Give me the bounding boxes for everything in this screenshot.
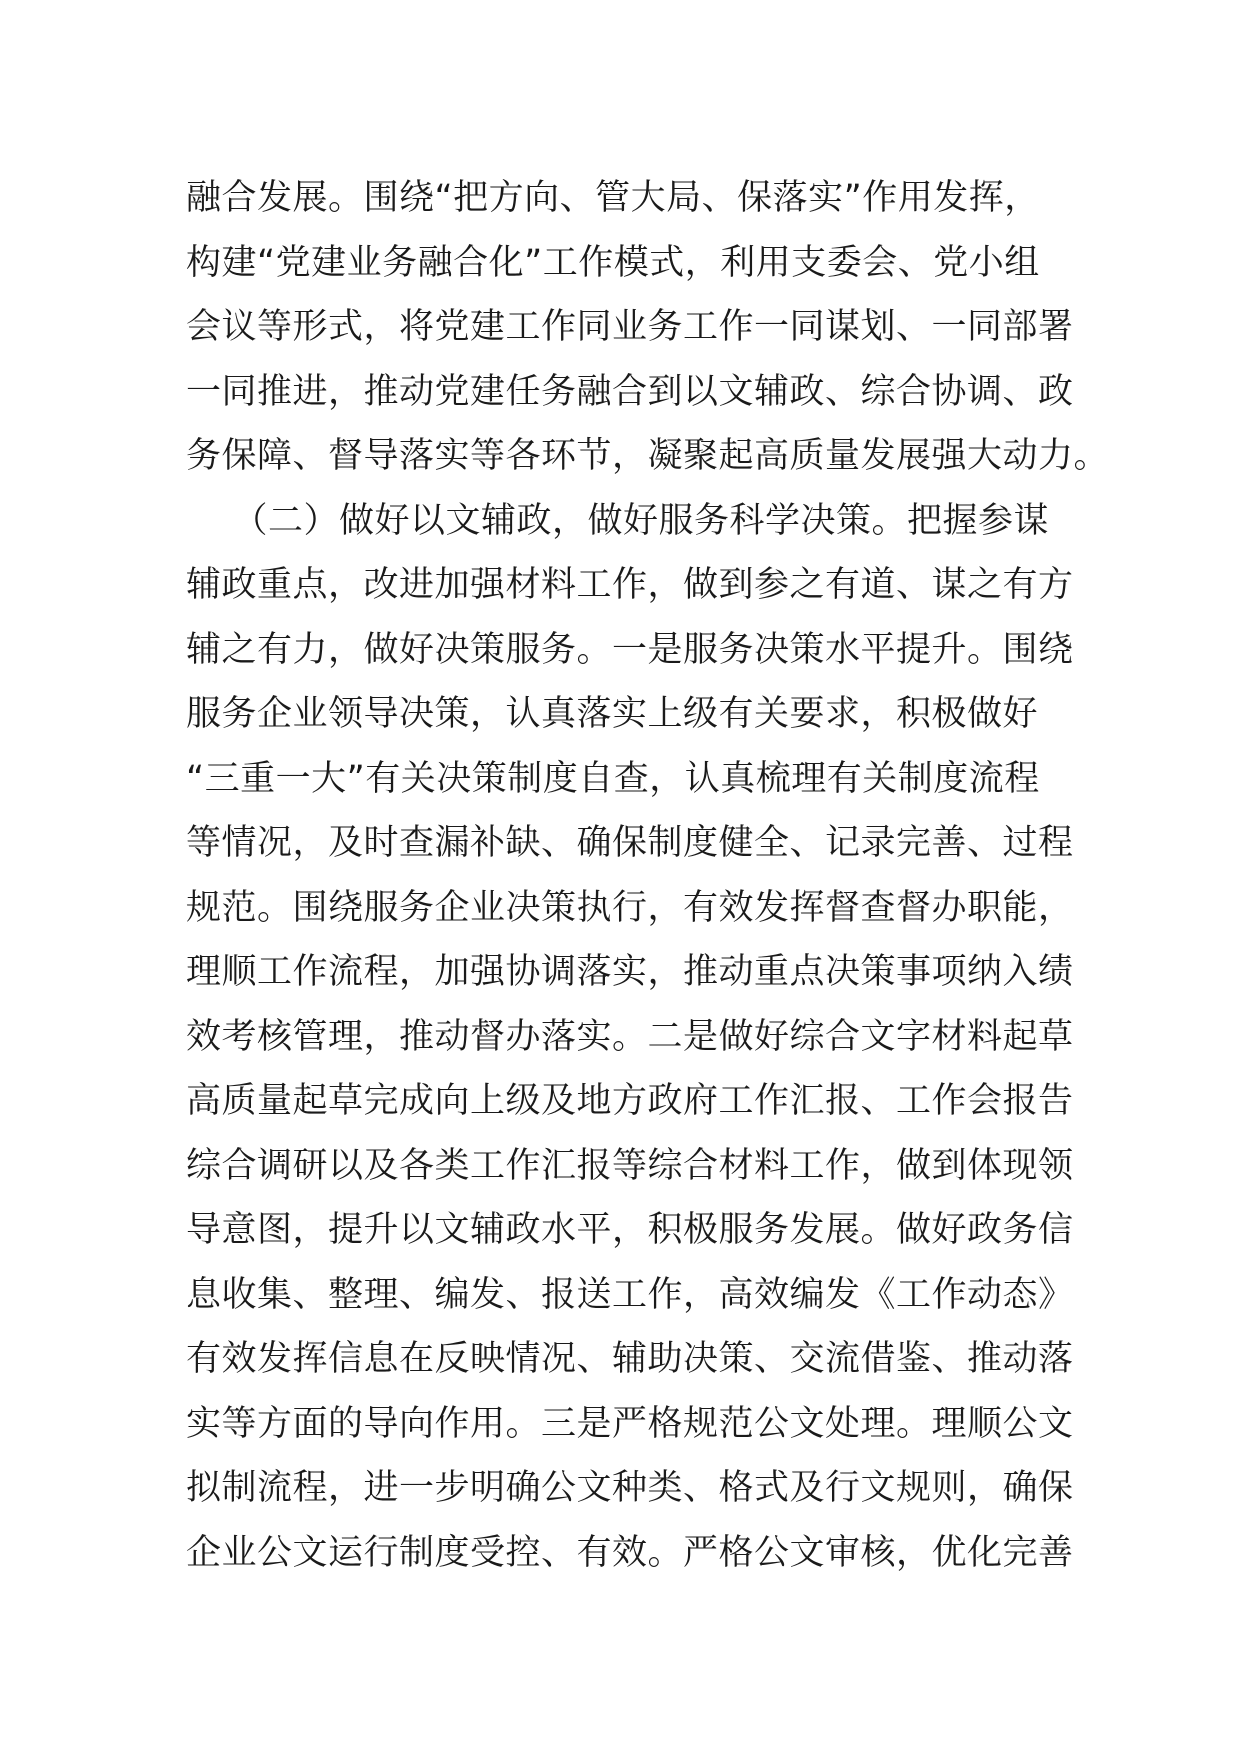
text-line: 企业公文运行制度受控、有效。严格公文审核，优化完善 <box>186 1532 1074 1573</box>
text-line: 会议等形式，将党建工作同业务工作一同谋划、一同部署 <box>186 307 1074 347</box>
text-line: 高质量起草完成向上级及地方政府工作汇报、工作会报告 <box>186 1081 1074 1121</box>
text-line: 辅政重点，改进加强材料工作，做到参之有道、谋之有方 <box>186 565 1074 605</box>
body-text <box>186 166 1110 1585</box>
text-line: 综合调研以及各类工作汇报等综合材料工作，做到体现领 <box>186 1145 1074 1186</box>
text-line: 实等方面的导向作用。三是严格规范公文处理。理顺公文 <box>186 1403 1074 1444</box>
text-line: 构建“党建业务融合化”工作模式，利用支委会、党小组 <box>186 242 1040 283</box>
text-line: 一同推进，推动党建任务融合到以文辅政、综合协调、政 <box>186 371 1074 412</box>
text-line: 务保障、督导落实等各环节，凝聚起高质量发展强大动力。 <box>186 436 1110 476</box>
text-line: 服务企业领导决策，认真落实上级有关要求，积极做好 <box>186 694 1039 734</box>
text-line: 辅之有力，做好决策服务。一是服务决策水平提升。围绕 <box>186 629 1074 670</box>
text-line: 等情况，及时查漏补缺、确保制度健全、记录完善、过程 <box>186 823 1074 863</box>
text-line: 息收集、整理、编发、报送工作，高效编发《工作动态》 <box>186 1274 1074 1315</box>
text-line: （二）做好以文辅政，做好服务科学决策。把握参谋 <box>186 500 1050 541</box>
text-line: 有效发挥信息在反映情况、辅助决策、交流借鉴、推动落 <box>186 1339 1074 1379</box>
text-line: 融合发展。围绕“把方向、管大局、保落实”作用发挥， <box>186 178 1040 218</box>
text-line: 效考核管理，推动督办落实。二是做好综合文字材料起草 <box>186 1016 1074 1057</box>
text-line: 理顺工作流程，加强协调落实，推动重点决策事项纳入绩 <box>186 952 1074 992</box>
text-line: “三重一大”有关决策制度自查，认真梳理有关制度流程 <box>186 758 1040 799</box>
text-line: 导意图，提升以文辅政水平，积极服务发展。做好政务信 <box>186 1210 1074 1250</box>
text-line: 拟制流程，进一步明确公文种类、格式及行文规则，确保 <box>186 1468 1074 1508</box>
text-line: 规范。围绕服务企业决策执行，有效发挥督查督办职能， <box>186 887 1074 928</box>
